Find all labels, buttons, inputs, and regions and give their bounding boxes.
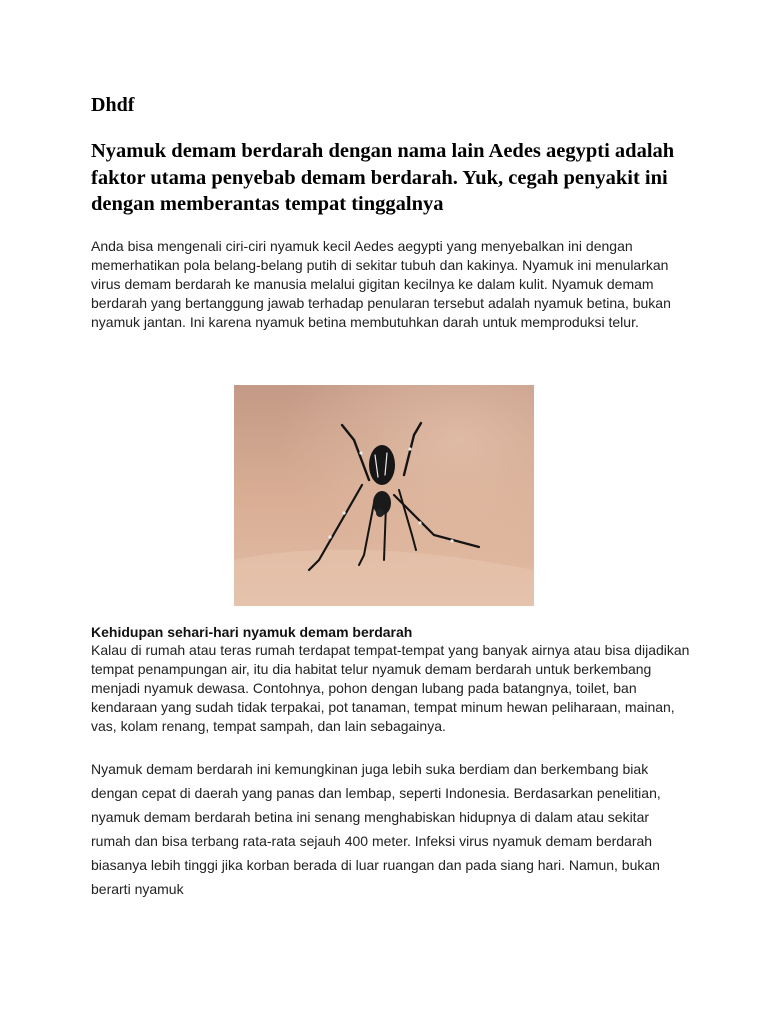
intro-paragraph: Anda bisa mengenali ciri-ciri nyamuk kecil Aedes aegypti yang menyebalkan ini dengan memerhatikan pola belang-belang putih di sekitar tubuh dan kakinya. Nyamuk ini menularkan virus demam berdarah ke manusia melalui gigitan kecilnya ke dalam kulit. Nyamuk demam berdarah yang bertanggung jawab terhadap penularan tersebut adalah nyamuk betina, bukan nyamuk jantan. Ini karena nyamuk betina membutuhkan darah untuk memproduksi telur. [91,238,671,330]
body-paragraph: Nyamuk demam berdarah ini kemungkinan juga lebih suka berdiam dan berkembang biak dengan cepat di daerah yang panas dan lembap, seperti Indonesia. Berdasarkan penelitian, nyamuk demam berdarah betina ini senang menghabiskan hidupnya di dalam atau sekitar rumah dan bisa terbang rata-rata sejauh 400 meter. Infeksi virus nyamuk demam berdarah biasanya lebih tinggi jika korban berada di luar ruangan dan pada siang hari. Namun, bukan berarti nyamuk [91,761,661,897]
mosquito-photo [234,385,534,606]
body-paragraph: Kalau di rumah atau teras rumah terdapat tempat-tempat yang banyak airnya atau bisa dijadikan tempat penampungan air, itu dia habitat telur nyamuk demam berdarah untuk berkembang menjadi nyamuk dewasa. Contohnya, pohon dengan lubang pada batangnya, toilet, ban kendaraan yang sudah tidak terpakai, pot tanaman, tempat minum hewan peliharaan, mainan, vas, kolam renang, tempat sampah, dan lain sebagainya. [91,642,690,734]
section-heading: Kehidupan sehari-hari nyamuk demam berdarah [91,624,413,640]
article-heading: Nyamuk demam berdarah dengan nama lain Aedes aegypti adalah faktor utama penyebab demam berdarah. Yuk, cegah penyakit ini dengan memberantas tempat tinggalnya [91,140,675,215]
document-title: Dhdf [91,94,135,116]
